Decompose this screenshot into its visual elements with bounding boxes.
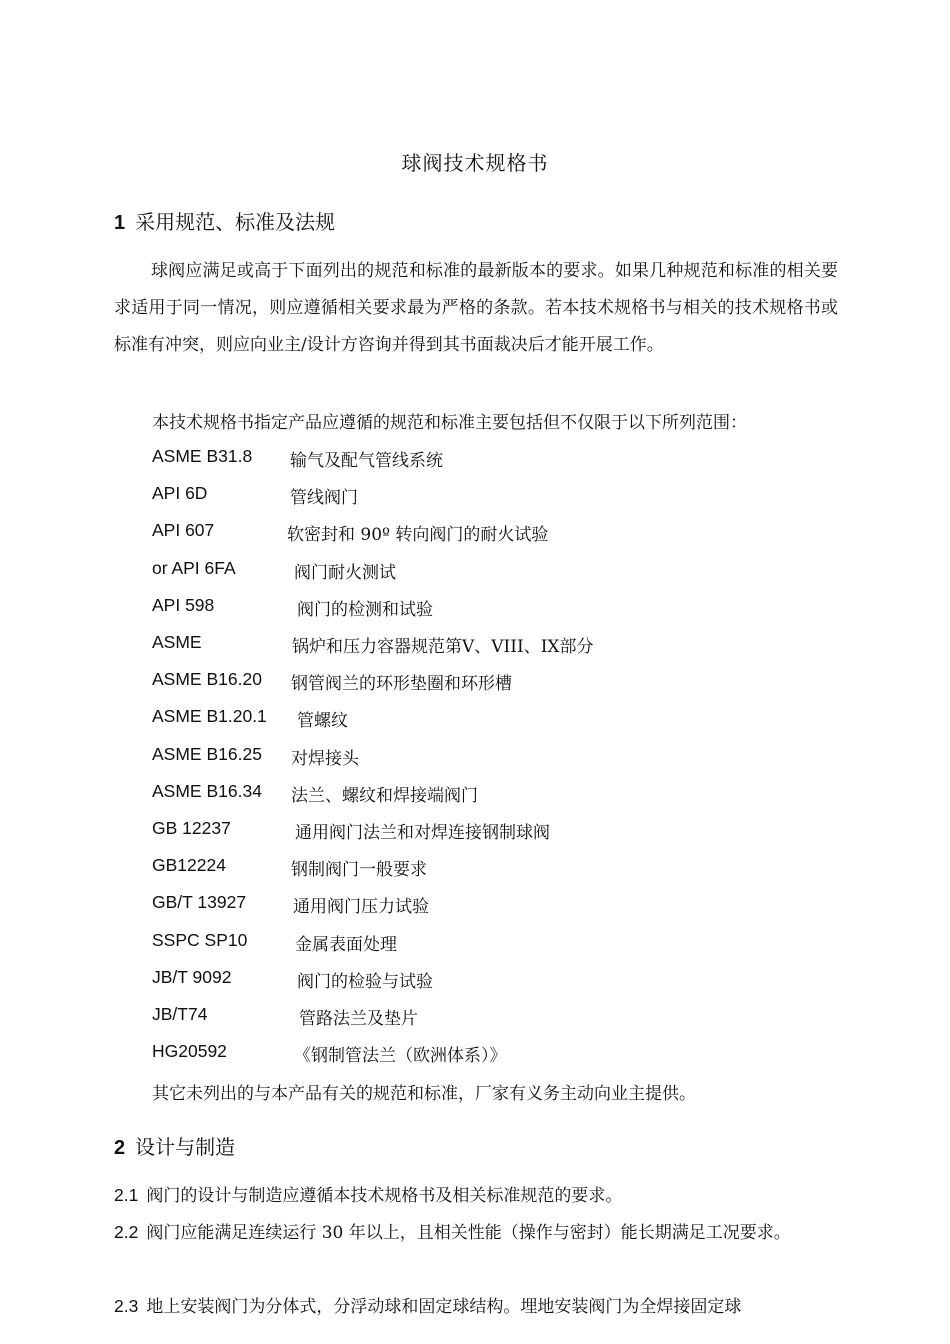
standard-code: ASME B31.8 <box>152 446 253 466</box>
standard-description: 阀门的检验与试验 <box>297 972 433 992</box>
standard-description: 锅炉和压力容器规范第V、VIII、IX部分 <box>292 637 594 657</box>
paragraph-standards-intro: 本技术规格书指定产品应遵循的规范和标准主要包括但不仅限于以下所列范围： <box>152 413 747 433</box>
paragraph-scope: 球阀应满足或高于下面列出的规范和标准的最新版本的要求。如果几种规范和标准的相关要求适用于同一情况，则应遵循相关要求最为严格的条款。若本技术规格书与相关的技术规格书或标准有冲突，则应向业主/设计方咨询并得到其书面裁决后才能开展工作。 <box>114 261 838 355</box>
standard-description: 管路法兰及垫片 <box>299 1009 418 1029</box>
clause-text: 阀门的设计与制造应遵循本技术规格书及相关标准规范的要求。 <box>146 1186 623 1206</box>
standard-code: GB/T 13927 <box>152 892 247 912</box>
standard-description: 输气及配气管线系统 <box>290 451 443 471</box>
standard-description: 管螺纹 <box>297 711 348 731</box>
clause-number: 2.1 <box>114 1185 139 1205</box>
standard-description: 对焊接头 <box>291 749 359 769</box>
standard-description: 阀门的检测和试验 <box>297 600 433 620</box>
clause-item <box>114 1177 838 1215</box>
section-title: 采用规范、标准及法规 <box>135 210 336 234</box>
section-title: 设计与制造 <box>135 1135 236 1159</box>
section-heading-1 <box>114 206 335 235</box>
clause-number: 2.2 <box>114 1222 139 1242</box>
standard-code: ASME B16.25 <box>152 744 262 764</box>
clause-item <box>114 1288 838 1326</box>
standard-description: 软密封和 90º 转向阀门的耐火试验 <box>287 525 549 545</box>
standard-description: 钢管阀兰的环形垫圈和环形槽 <box>291 674 512 694</box>
standard-description: 钢制阀门一般要求 <box>291 860 427 880</box>
standard-description: 金属表面处理 <box>295 935 397 955</box>
clause-text: 阀门应能满足连续运行 30 年以上，且相关性能（操作与密封）能长期满足工况要求。 <box>146 1223 791 1243</box>
standard-code: ASME <box>152 632 202 652</box>
clause-text: 地上安装阀门为分体式，分浮动球和固定球结构。埋地安装阀门为全焊接固定球 <box>146 1297 742 1317</box>
section-number: 2 <box>114 1137 126 1159</box>
section-heading-2 <box>114 1131 235 1160</box>
standard-description: 法兰、螺纹和焊接端阀门 <box>291 786 478 806</box>
document-title: 球阀技术规格书 <box>401 151 549 175</box>
standard-code: GB12224 <box>152 855 226 875</box>
standard-code: HG20592 <box>152 1041 227 1061</box>
standard-description: 管线阀门 <box>290 488 358 508</box>
standard-code: or API 6FA <box>152 558 236 578</box>
standard-code: JB/T 9092 <box>152 967 232 987</box>
standard-code: ASME B16.20 <box>152 669 262 689</box>
paragraph-closing: 其它未列出的与本产品有关的规范和标准，厂家有义务主动向业主提供。 <box>152 1084 696 1104</box>
clause-number: 2.3 <box>114 1296 139 1316</box>
standard-code: ASME B16.34 <box>152 781 262 801</box>
clause-item <box>114 1214 838 1252</box>
standard-code: JB/T74 <box>152 1004 208 1024</box>
standard-code: ASME B1.20.1 <box>152 706 267 726</box>
standard-description: 《钢制管法兰（欧洲体系）》 <box>294 1046 507 1066</box>
section-number: 1 <box>114 212 126 234</box>
standard-description: 通用阀门法兰和对焊连接钢制球阀 <box>295 823 550 843</box>
standard-code: API 6D <box>152 483 208 503</box>
standard-code: SSPC SP10 <box>152 930 248 950</box>
standard-code: API 598 <box>152 595 215 615</box>
standard-code: API 607 <box>152 520 215 540</box>
standard-code: GB 12237 <box>152 818 231 838</box>
standard-description: 阀门耐火测试 <box>294 563 396 583</box>
standard-description: 通用阀门压力试验 <box>293 897 429 917</box>
